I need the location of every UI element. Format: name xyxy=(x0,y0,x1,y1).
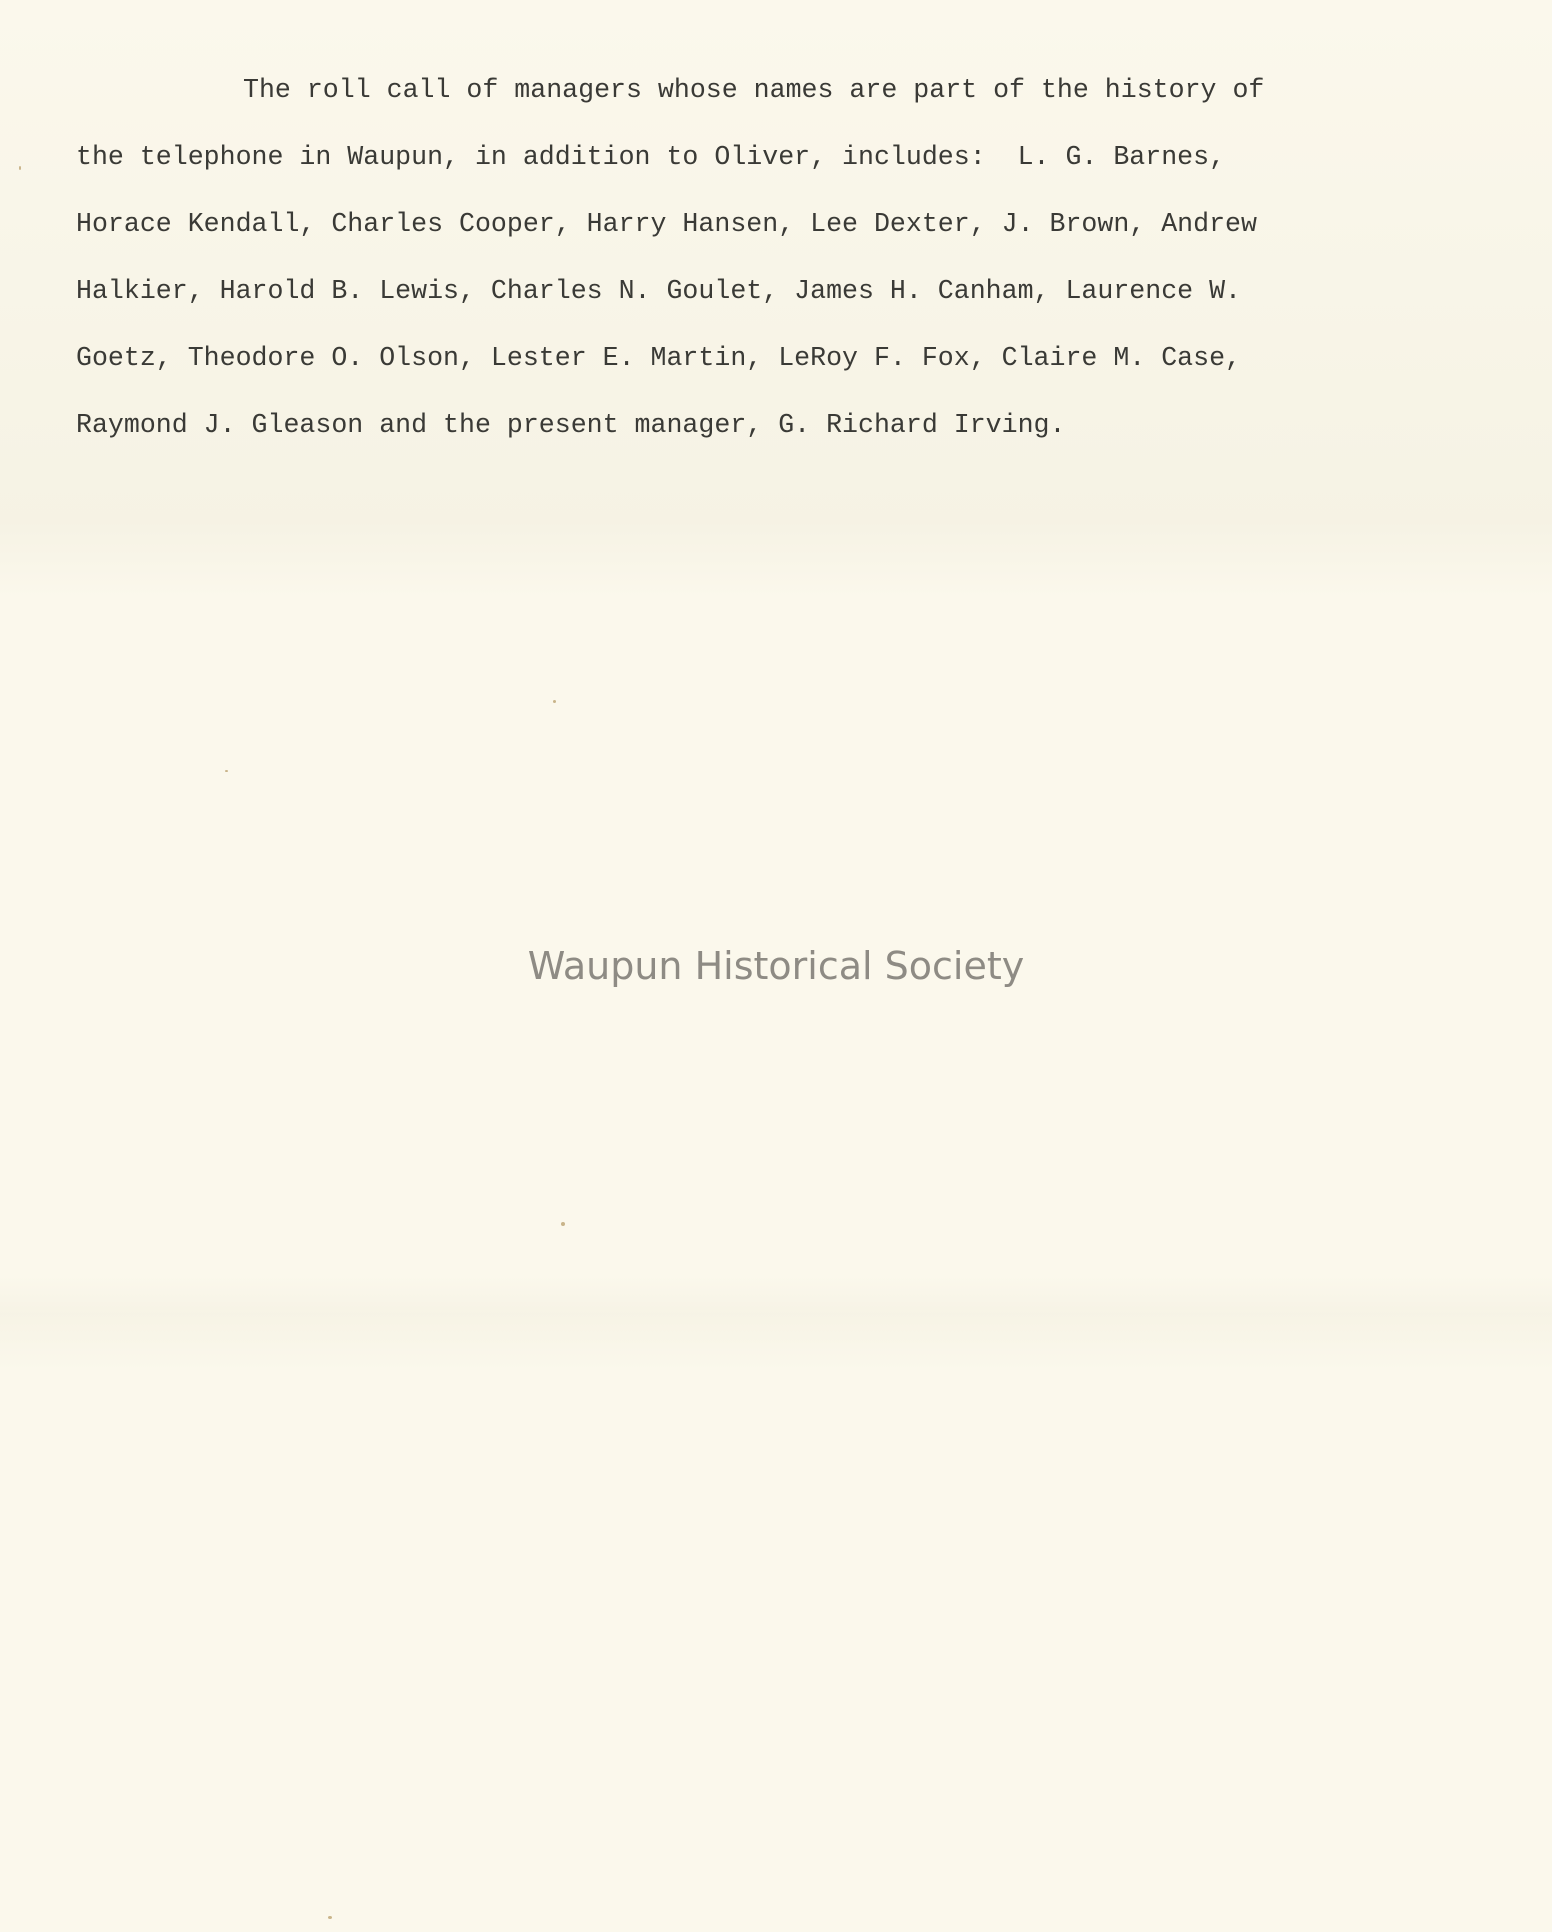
paragraph-line-1: The roll call of managers whose names are part of the history of xyxy=(243,75,1265,105)
paper-speck xyxy=(561,1222,565,1226)
paragraph-line-4: Halkier, Harold B. Lewis, Charles N. Goulet, James H. Canham, Laurence W. xyxy=(76,276,1241,306)
paper-speck xyxy=(328,1916,332,1919)
paper-speck xyxy=(225,770,228,772)
paragraph-line-6: Raymond J. Gleason and the present manager, G. Richard Irving. xyxy=(76,410,1066,440)
watermark-text: Waupun Historical Society xyxy=(527,944,1025,988)
paragraph-line-2: the telephone in Waupun, in addition to Oliver, includes: L. G. Barnes, xyxy=(76,142,1226,172)
paragraph-line-3: Horace Kendall, Charles Cooper, Harry Hansen, Lee Dexter, J. Brown, Andrew xyxy=(76,209,1257,239)
paper-speck xyxy=(553,700,556,703)
paragraph-line-5: Goetz, Theodore O. Olson, Lester E. Martin, LeRoy F. Fox, Claire M. Case, xyxy=(76,343,1241,373)
paper-speck xyxy=(19,166,21,170)
